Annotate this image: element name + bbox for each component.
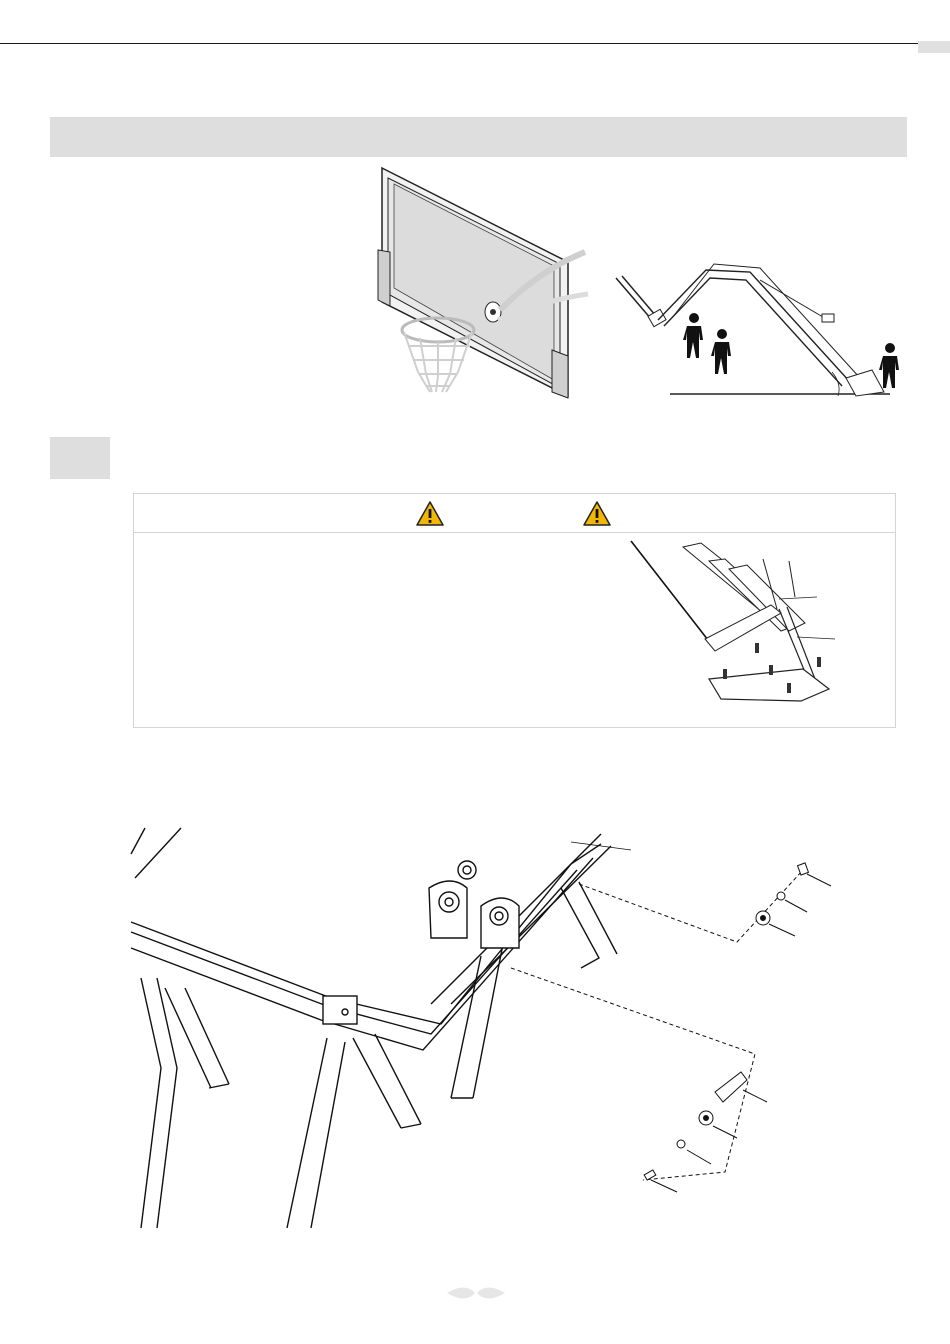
arm-folding-illustration	[610, 260, 900, 400]
base-plate-illustration	[629, 539, 849, 709]
warning-triangle-icon	[416, 501, 444, 526]
warning-panel	[133, 493, 896, 728]
page-tab	[918, 41, 950, 53]
person-icon	[683, 313, 703, 358]
section-header-band	[50, 117, 907, 157]
step-number-box	[50, 437, 110, 479]
warning-header	[134, 494, 895, 533]
backboard-illustration	[370, 160, 580, 400]
header-rule	[0, 43, 950, 44]
assembly-exploded-illustration	[131, 828, 871, 1228]
warning-triangle-icon	[583, 501, 611, 526]
person-icon	[711, 329, 731, 374]
person-icon	[879, 343, 899, 388]
footer-logo	[445, 1284, 507, 1302]
